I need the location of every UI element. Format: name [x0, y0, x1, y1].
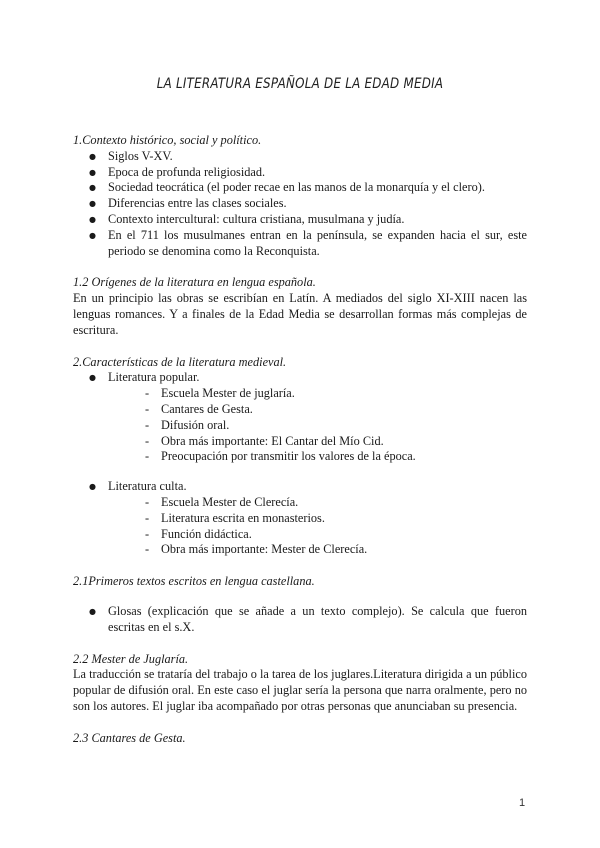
section-2-2-paragraph: La traducción se trataría del trabajo o la tarea de los juglares.Literatura dirigida a un público popular de difusión oral. En este caso el juglar sería la persona que narra oralmente, pero no son los autores. El juglar iba acompañado por otras personas que anunciaban su presencia.: [73, 667, 527, 713]
document-body: [73, 133, 527, 747]
literatura-popular-sublist: [108, 386, 527, 465]
section-2-1-list: [73, 604, 527, 636]
list-item: ● Glosas (explicación que se añade a un texto complejo). Se calcula que fueron escritas en el s.X.: [108, 604, 527, 636]
literatura-culta-label: Literatura culta.: [108, 479, 187, 494]
section-2-list: [73, 370, 527, 465]
section-1-list: [73, 149, 527, 260]
list-item: - Escuela Mester de Clerecía.: [161, 495, 527, 511]
list-item: ● Epoca de profunda religiosidad.: [108, 165, 527, 181]
list-item: - Cantares de Gesta.: [161, 402, 527, 418]
document-title: LA LITERATURA ESPAÑOLA DE LA EDAD MEDIA: [156, 76, 444, 92]
literatura-popular-label: Literatura popular.: [108, 370, 200, 385]
list-item: ● Diferencias entre las clases sociales.: [108, 196, 527, 212]
list-item: - Función didáctica.: [161, 527, 527, 543]
literatura-culta-item: [108, 479, 527, 558]
section-2-heading: 2.Características de la literatura medieval.: [73, 354, 287, 369]
list-item: - Preocupación por transmitir los valores de la época.: [161, 449, 527, 465]
list-item: ● Siglos V-XV.: [108, 149, 527, 165]
list-item: - Obra más importante: El Cantar del Mío Cid.: [161, 434, 527, 450]
list-item: - Literatura escrita en monasterios.: [161, 511, 527, 527]
list-item: - Escuela Mester de juglaría.: [161, 386, 527, 402]
section-1-heading: 1.Contexto histórico, social y político.: [73, 133, 262, 147]
list-item: ● En el 711 los musulmanes entran en la península, se expanden hacia el sur, este periodo se denomina como la Reconquista.: [108, 228, 527, 260]
list-item: - Difusión oral.: [161, 418, 527, 434]
section-1-2-heading: 1.2 Orígenes de la literatura en lengua española.: [73, 275, 316, 290]
list-item: ● Sociedad teocrática (el poder recae en las manos de la monarquía y el clero).: [108, 180, 527, 196]
list-item: ● Contexto intercultural: cultura cristiana, musulmana y judía.: [108, 212, 527, 228]
section-2-2-heading: 2.2 Mester de Juglaría.: [73, 651, 189, 666]
section-2-list-culta: [73, 479, 527, 558]
literatura-popular-item: [108, 370, 527, 465]
section-2-1-heading: 2.1Primeros textos escritos en lengua castellana.: [73, 574, 315, 589]
list-item: - Obra más importante: Mester de Clerecía.: [161, 542, 527, 558]
literatura-culta-sublist: [108, 495, 527, 558]
page-number: 1: [519, 797, 526, 809]
section-2-3-heading: 2.3 Cantares de Gesta.: [73, 730, 186, 745]
section-1-2-paragraph: En un principio las obras se escribían en Latín. A mediados del siglo XI-XIII nacen las lenguas romances. Y a finales de la Edad Media se desarrollan formas más complejas de escritura.: [73, 291, 527, 337]
